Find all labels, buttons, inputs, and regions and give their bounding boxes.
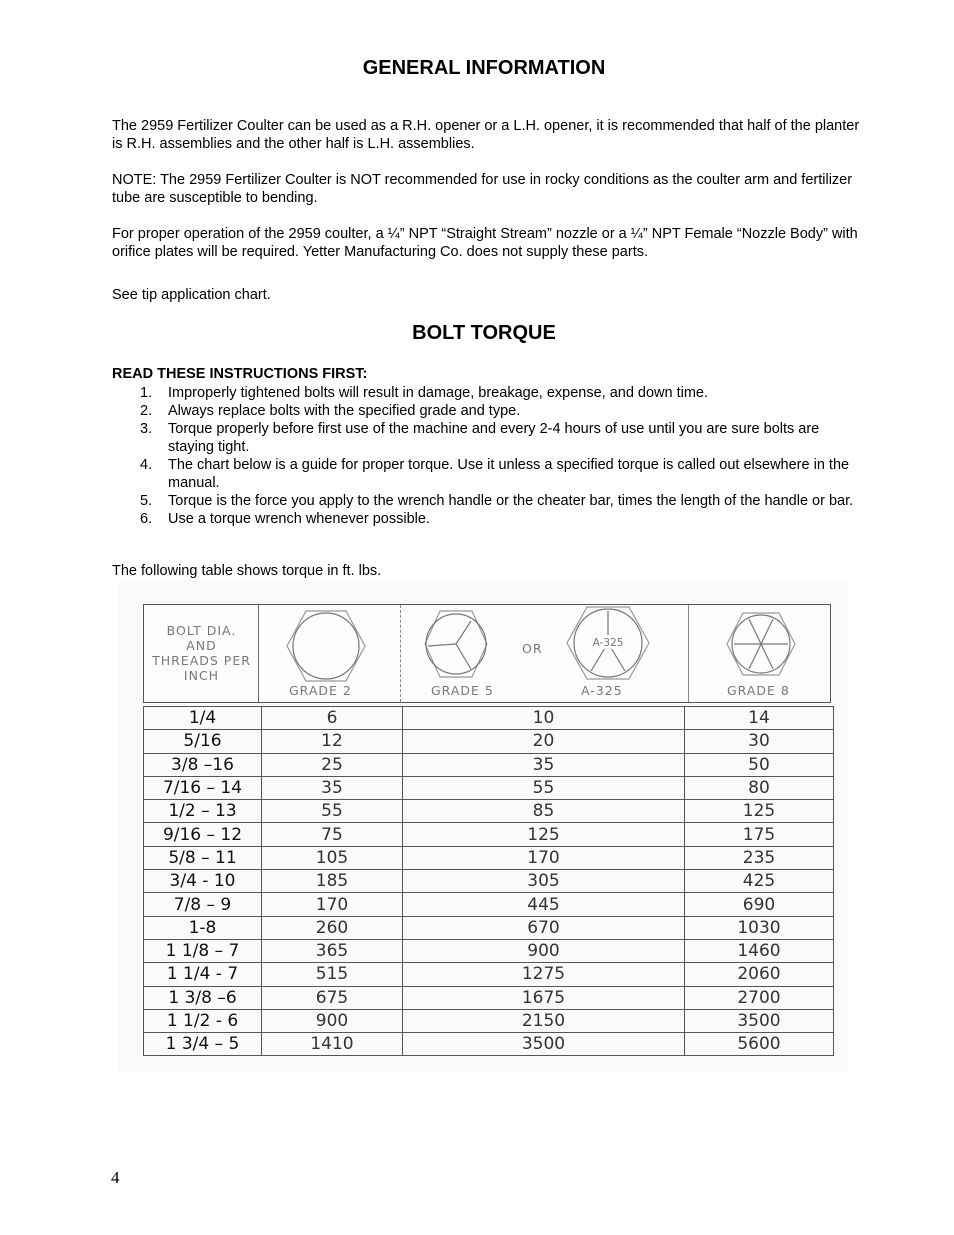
table-intro-paragraph: The following table shows torque in ft. lbs. bbox=[112, 563, 382, 579]
grade-8-cell: 175 bbox=[685, 823, 834, 846]
bolt-diameter-cell: 1-8 bbox=[144, 916, 262, 939]
grade-8-cell: 3500 bbox=[685, 1009, 834, 1032]
grade-8-cell: 2700 bbox=[685, 986, 834, 1009]
list-item bbox=[112, 456, 860, 492]
bolt-diameter-cell: 1 3/8 –6 bbox=[144, 986, 262, 1009]
table-row bbox=[144, 800, 834, 823]
torque-table bbox=[143, 706, 834, 1056]
grade-2-cell: 170 bbox=[262, 893, 403, 916]
bolt-diameter-cell: 1/2 – 13 bbox=[144, 800, 262, 823]
grade-8-cell: 125 bbox=[685, 800, 834, 823]
grade-8-bolt-head-icon bbox=[725, 611, 797, 677]
table-row bbox=[144, 1033, 834, 1056]
grade-8-cell: 5600 bbox=[685, 1033, 834, 1056]
tip-chart-paragraph: See tip application chart. bbox=[112, 287, 271, 303]
grade-5-bolt-head-icon bbox=[423, 609, 489, 679]
grade-2-header bbox=[259, 605, 401, 702]
a325-bolt-head-icon bbox=[565, 605, 651, 681]
grade-2-cell: 260 bbox=[262, 916, 403, 939]
grade-2-cell: 75 bbox=[262, 823, 403, 846]
grade-8-cell: 1460 bbox=[685, 939, 834, 962]
table-row bbox=[144, 846, 834, 869]
grade-8-cell: 690 bbox=[685, 893, 834, 916]
grade-5-cell: 3500 bbox=[403, 1033, 685, 1056]
grade-2-cell: 1410 bbox=[262, 1033, 403, 1056]
instructions-list bbox=[112, 384, 860, 528]
grade-8-cell: 1030 bbox=[685, 916, 834, 939]
grade-8-cell: 30 bbox=[685, 730, 834, 753]
table-row bbox=[144, 939, 834, 962]
list-item-number: 5. bbox=[140, 493, 153, 509]
bolt-diameter-cell: 7/16 – 14 bbox=[144, 776, 262, 799]
coulter-usage-paragraph: The 2959 Fertilizer Coulter can be used as a R.H. opener or a L.H. opener, it is recommended that half of the planter is R.H. assemblies and the other half is L.H. assemblies. bbox=[112, 118, 860, 152]
list-item-number: 4. bbox=[140, 457, 153, 473]
table-row bbox=[144, 870, 834, 893]
grade-5-cell: 445 bbox=[403, 893, 685, 916]
table-row bbox=[144, 823, 834, 846]
grade-2-cell: 35 bbox=[262, 776, 403, 799]
list-item bbox=[112, 420, 860, 456]
grade-5-cell: 900 bbox=[403, 939, 685, 962]
bolt-torque-title: BOLT TORQUE bbox=[412, 322, 556, 344]
list-item-text: Improperly tightened bolts will result in damage, breakage, expense, and down time. bbox=[168, 385, 709, 401]
grade-2-cell: 55 bbox=[262, 800, 403, 823]
grade-2-cell: 675 bbox=[262, 986, 403, 1009]
bolt-diameter-cell: 1 3/4 – 5 bbox=[144, 1033, 262, 1056]
grade-2-cell: 25 bbox=[262, 753, 403, 776]
bolt-diameter-cell: 1/4 bbox=[144, 707, 262, 730]
table-row bbox=[144, 1009, 834, 1032]
table-row bbox=[144, 893, 834, 916]
bolt-diameter-cell: 1 1/4 - 7 bbox=[144, 963, 262, 986]
grade-5-cell: 85 bbox=[403, 800, 685, 823]
svg-text:A-325: A-325 bbox=[592, 637, 624, 649]
list-item-text: The chart below is a guide for proper torque. Use it unless a specified torque is called out elsewhere in the manual. bbox=[168, 457, 850, 491]
grade-5-cell: 20 bbox=[403, 730, 685, 753]
torque-table-header bbox=[143, 604, 831, 703]
list-item bbox=[112, 492, 860, 510]
table-row bbox=[144, 753, 834, 776]
grade-5-cell: 10 bbox=[403, 707, 685, 730]
bolt-diameter-cell: 9/16 – 12 bbox=[144, 823, 262, 846]
table-row bbox=[144, 963, 834, 986]
bolt-diameter-cell: 7/8 – 9 bbox=[144, 893, 262, 916]
grade-2-bolt-head-icon bbox=[285, 609, 367, 683]
grade-8-cell: 80 bbox=[685, 776, 834, 799]
grade-2-cell: 12 bbox=[262, 730, 403, 753]
nozzle-paragraph: For proper operation of the 2959 coulter, a ¼” NPT “Straight Stream” nozzle or a ¼” NPT Female “Nozzle Body” with orifice plates will be required. Yetter Manufacturing Co. does not supply these parts. bbox=[112, 226, 858, 260]
list-item bbox=[112, 384, 860, 402]
grade-5-cell: 1275 bbox=[403, 963, 685, 986]
bolt-diameter-cell: 3/4 - 10 bbox=[144, 870, 262, 893]
grade-8-cell: 235 bbox=[685, 846, 834, 869]
grade-2-cell: 185 bbox=[262, 870, 403, 893]
grade-2-label: GRADE 2 bbox=[289, 683, 352, 698]
bolt-diameter-cell: 1 1/2 - 6 bbox=[144, 1009, 262, 1032]
bolt-diameter-cell: 5/8 – 11 bbox=[144, 846, 262, 869]
grade-8-cell: 2060 bbox=[685, 963, 834, 986]
bolt-diameter-cell: 5/16 bbox=[144, 730, 262, 753]
grade-5-cell: 670 bbox=[403, 916, 685, 939]
grade-5-cell: 305 bbox=[403, 870, 685, 893]
table-row bbox=[144, 986, 834, 1009]
list-item-number: 6. bbox=[140, 511, 153, 527]
grade-8-header bbox=[689, 605, 830, 702]
grade-5-cell: 1675 bbox=[403, 986, 685, 1009]
grade-5-cell: 55 bbox=[403, 776, 685, 799]
grade-8-cell: 425 bbox=[685, 870, 834, 893]
or-label: OR bbox=[522, 641, 543, 656]
bolt-diameter-cell: 1 1/8 – 7 bbox=[144, 939, 262, 962]
note-paragraph: NOTE: The 2959 Fertilizer Coulter is NOT recommended for use in rocky conditions as the coulter arm and fertilizer tube are susceptible to bending. bbox=[112, 172, 853, 206]
grade-8-label: GRADE 8 bbox=[727, 683, 790, 698]
grade-5-cell: 35 bbox=[403, 753, 685, 776]
list-item-text: Always replace bolts with the specified grade and type. bbox=[168, 403, 521, 419]
grade-2-cell: 900 bbox=[262, 1009, 403, 1032]
a325-label: A-325 bbox=[581, 683, 623, 698]
table-row bbox=[144, 916, 834, 939]
list-item-number: 1. bbox=[140, 385, 153, 401]
general-information-title: GENERAL INFORMATION bbox=[362, 57, 606, 79]
list-item-number: 3. bbox=[140, 421, 153, 437]
grade-8-cell: 14 bbox=[685, 707, 834, 730]
bolt-diameter-header bbox=[144, 605, 259, 702]
grade-5-label: GRADE 5 bbox=[431, 683, 494, 698]
grade-5-cell: 2150 bbox=[403, 1009, 685, 1032]
list-item bbox=[112, 402, 860, 420]
table-row bbox=[144, 776, 834, 799]
grade-5-cell: 170 bbox=[403, 846, 685, 869]
bolt-diameter-label: BOLT DIA. AND THREADS PER INCH bbox=[152, 623, 251, 683]
grade-8-cell: 50 bbox=[685, 753, 834, 776]
grade-5-header bbox=[401, 605, 689, 702]
grade-2-cell: 515 bbox=[262, 963, 403, 986]
list-item-text: Use a torque wrench whenever possible. bbox=[168, 511, 430, 527]
list-item-number: 2. bbox=[140, 403, 153, 419]
list-item bbox=[112, 510, 860, 528]
table-row bbox=[144, 707, 834, 730]
list-item-text: Torque properly before first use of the machine and every 2-4 hours of use until you are sure bolts are staying tight. bbox=[168, 421, 820, 455]
list-item-text: Torque is the force you apply to the wrench handle or the cheater bar, times the length of the handle or bar. bbox=[168, 493, 854, 509]
page-number: 4 bbox=[111, 1168, 120, 1187]
bolt-diameter-cell: 3/8 –16 bbox=[144, 753, 262, 776]
table-row bbox=[144, 730, 834, 753]
grade-5-cell: 125 bbox=[403, 823, 685, 846]
grade-2-cell: 105 bbox=[262, 846, 403, 869]
grade-2-cell: 6 bbox=[262, 707, 403, 730]
instructions-subheading: READ THESE INSTRUCTIONS FIRST: bbox=[112, 366, 368, 382]
grade-2-cell: 365 bbox=[262, 939, 403, 962]
